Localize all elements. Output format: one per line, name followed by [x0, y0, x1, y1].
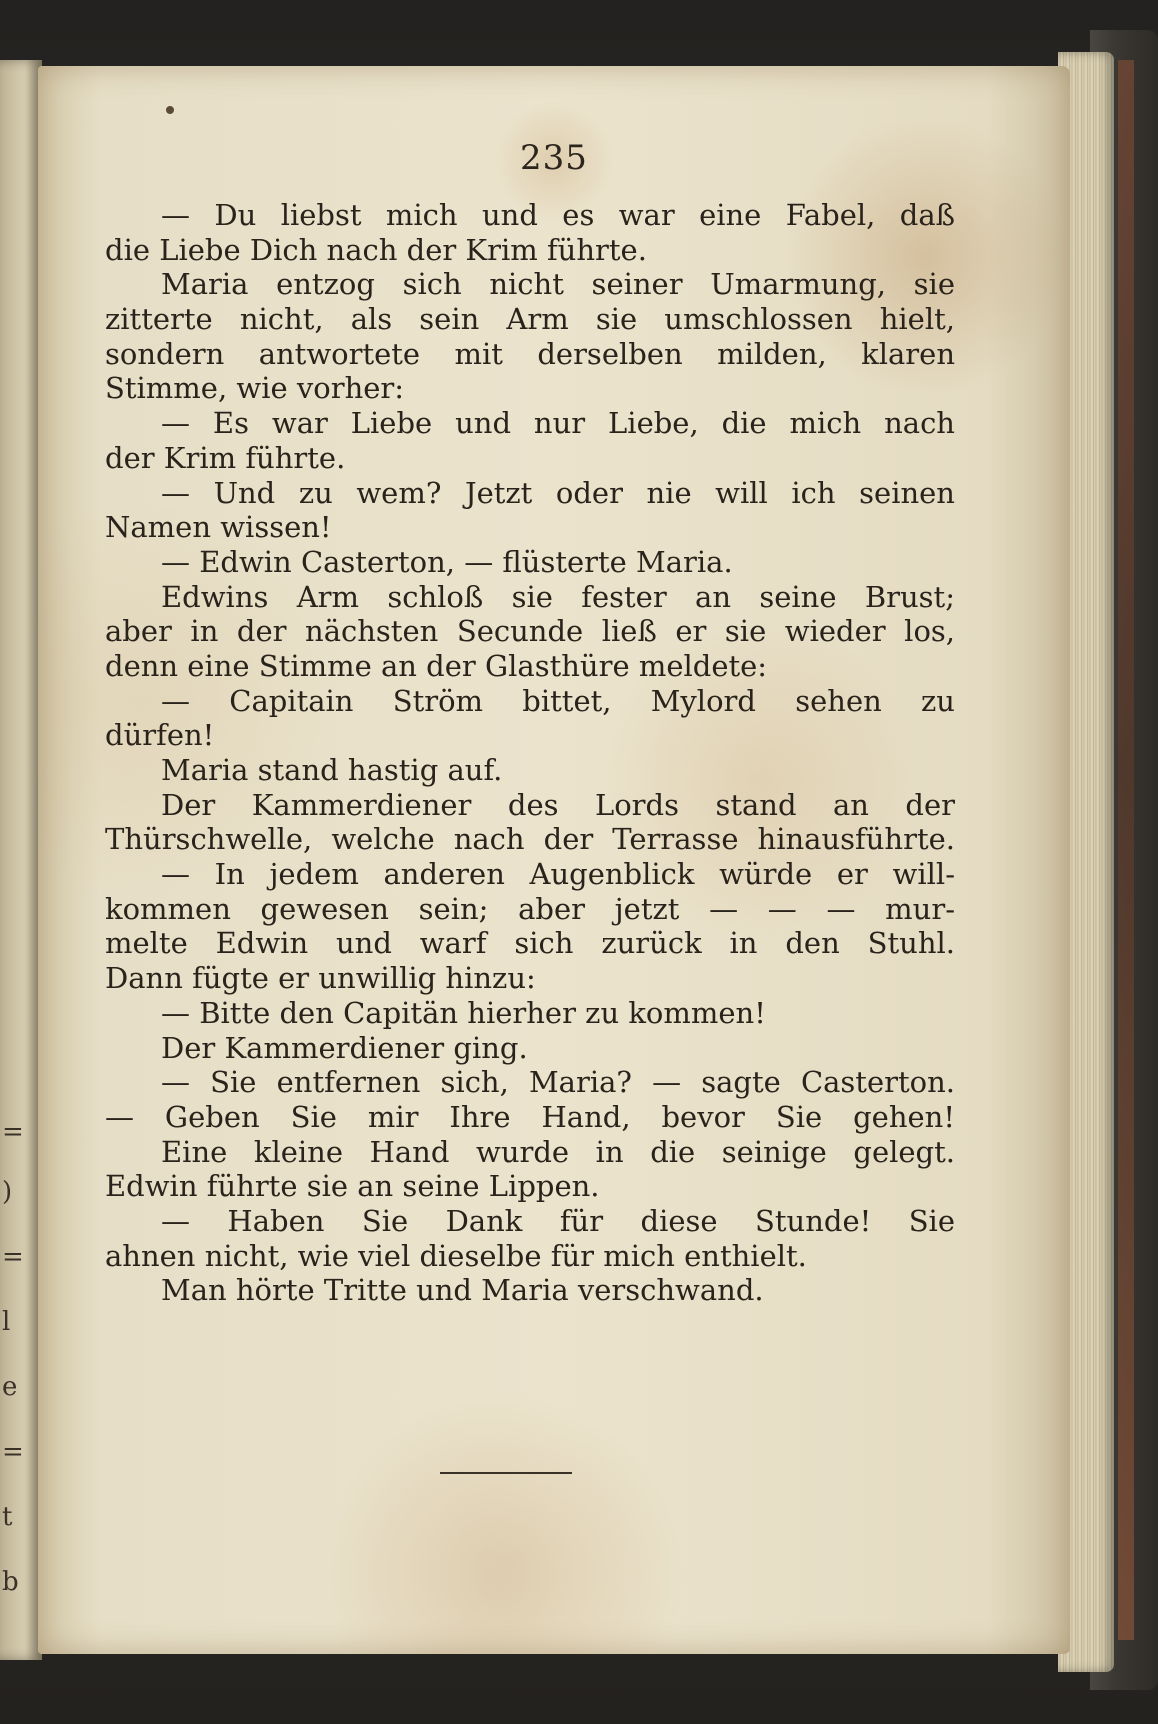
- previous-page-mark: l: [2, 1307, 11, 1337]
- previous-page-sliver: [0, 60, 42, 1660]
- previous-page-mark: b: [2, 1567, 19, 1597]
- text-line: — Sie entfernen sich, Maria? — sagte Casterton.: [161, 1065, 955, 1100]
- text-line: — Und zu wem? Jetzt oder nie will ich seinen: [161, 475, 955, 510]
- text-line: dürfen!: [105, 718, 215, 753]
- previous-page-mark: t: [2, 1502, 13, 1532]
- text-line: melte Edwin und warf sich zurück in den Stuhl.: [105, 926, 955, 961]
- text-line: Der Kammerdiener ging.: [161, 1030, 528, 1065]
- text-line: Maria stand hastig auf.: [161, 753, 503, 787]
- text-line: der Krim führte.: [105, 440, 346, 475]
- section-end-rule: [440, 1472, 572, 1474]
- text-line: Man hörte Tritte und Maria verschwand.: [161, 1273, 764, 1308]
- text-line: kommen gewesen sein; aber jetzt — — — mur-: [105, 891, 955, 926]
- page-text: [105, 198, 955, 1308]
- text-line: — Edwin Casterton, — flüsterte Maria.: [161, 544, 733, 579]
- text-line: — Bitte den Capitän hierher zu kommen!: [161, 995, 766, 1030]
- text-line: Namen wissen!: [105, 510, 332, 545]
- text-line: Eine kleine Hand wurde in die seinige gelegt.: [161, 1134, 955, 1169]
- text-line: — Capitain Ström bittet, Mylord sehen zu: [161, 683, 955, 718]
- previous-page-mark: ): [2, 1177, 13, 1207]
- previous-page-marks: [2, 1100, 26, 1615]
- previous-page-mark: e: [2, 1372, 18, 1402]
- text-line: — Haben Sie Dank für diese Stunde! Sie: [161, 1203, 955, 1238]
- text-line: zitterte nicht, als sein Arm sie umschlossen hielt,: [105, 302, 955, 337]
- text-line: — Es war Liebe und nur Liebe, die mich nach: [161, 406, 955, 441]
- text-line: — Geben Sie mir Ihre Hand, bevor Sie gehen!: [105, 1099, 955, 1134]
- ink-dot: [166, 106, 174, 114]
- previous-page-mark: =: [2, 1117, 24, 1147]
- cover-spine-accent: [1118, 60, 1134, 1640]
- text-line: die Liebe Dich nach der Krim führte.: [105, 232, 647, 267]
- text-line: Der Kammerdiener des Lords stand an der: [161, 787, 955, 822]
- text-line: aber in der nächsten Secunde ließ er sie wieder los,: [105, 614, 955, 649]
- text-line: Edwins Arm schloß sie fester an seine Brust;: [161, 579, 955, 614]
- text-line: Thürschwelle, welche nach der Terrasse hinausführte.: [105, 822, 955, 857]
- book-page: [38, 66, 1070, 1654]
- previous-page-mark: =: [2, 1437, 24, 1467]
- text-line: Stimme, wie vorher:: [105, 371, 405, 406]
- page-number: 235: [520, 138, 588, 178]
- text-line: — Du liebst mich und es war eine Fabel, daß: [161, 198, 955, 232]
- text-line: Edwin führte sie an seine Lippen.: [105, 1169, 600, 1204]
- text-line: sondern antwortete mit derselben milden, klaren: [105, 336, 955, 371]
- text-line: Dann fügte er unwillig hinzu:: [105, 961, 536, 996]
- text-line: denn eine Stimme an der Glasthüre meldete:: [105, 648, 768, 683]
- previous-page-mark: =: [2, 1242, 24, 1272]
- text-line: — In jedem anderen Augenblick würde er will-: [161, 857, 955, 892]
- text-line: Maria entzog sich nicht seiner Umarmung, sie: [161, 267, 955, 302]
- text-line: ahnen nicht, wie viel dieselbe für mich enthielt.: [105, 1238, 807, 1273]
